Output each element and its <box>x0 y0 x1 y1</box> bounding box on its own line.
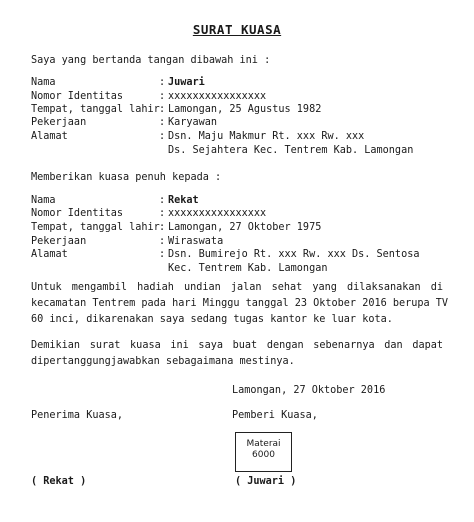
receiver-signature-name: ( Rekat ) <box>31 476 87 487</box>
colon: : <box>159 208 166 219</box>
grantor-name-value: Juwari <box>168 77 205 88</box>
intro-text: Saya yang bertanda tangan dibawah ini : <box>31 55 271 66</box>
place-date: Lamongan, 27 Oktober 2016 <box>232 385 386 396</box>
colon: : <box>159 131 166 142</box>
grantee-name-value: Rekat <box>168 195 199 206</box>
grantee-address-line1: Dsn. Bumirejo Rt. xxx Rw. xxx Ds. Sentosa <box>168 249 420 260</box>
grantee-job-label: Pekerjaan <box>31 236 87 247</box>
colon: : <box>159 91 166 102</box>
receiver-label: Penerima Kuasa, <box>31 410 124 421</box>
closing-line-2: dipertanggungjawabkan sebagaimana mestinya. <box>31 356 295 367</box>
duty-stamp-box <box>235 432 292 472</box>
stamp-line-2: 6000 <box>252 450 275 460</box>
purpose-line-1: Untuk mengambil hadiah undian jalan sehat yang dilaksanakan di <box>31 282 443 293</box>
grantee-address-label: Alamat <box>31 249 68 260</box>
grantee-job-value: Wiraswata <box>168 236 224 247</box>
grantor-address-line2: Ds. Sejahtera Kec. Tentrem Kab. Lamongan <box>168 145 414 156</box>
colon: : <box>159 195 166 206</box>
stamp-line-1: Materai <box>246 439 281 449</box>
grantee-birth-label: Tempat, tanggal lahir <box>31 222 160 233</box>
giver-label: Pemberi Kuasa, <box>232 410 318 421</box>
grantor-birth-value: Lamongan, 25 Agustus 1982 <box>168 104 322 115</box>
giver-signature-name: ( Juwari ) <box>235 476 297 487</box>
colon: : <box>159 222 166 233</box>
colon: : <box>159 117 166 128</box>
grantee-id-value: xxxxxxxxxxxxxxxx <box>168 208 267 219</box>
purpose-line-2: kecamatan Tentrem pada hari Minggu tanggal 23 Oktober 2016 berupa TV <box>31 298 449 309</box>
colon: : <box>159 236 166 247</box>
document-title: SURAT KUASA <box>192 22 282 37</box>
grantee-name-label: Nama <box>31 195 56 206</box>
purpose-line-3: 60 inci, dikarenakan saya sedang tugas kantor ke luar kota. <box>31 314 393 325</box>
grantor-job-value: Karyawan <box>168 117 218 128</box>
grantor-address-label: Alamat <box>31 131 68 142</box>
colon: : <box>159 77 166 88</box>
grantor-id-value: xxxxxxxxxxxxxxxx <box>168 91 267 102</box>
grantor-birth-label: Tempat, tanggal lahir <box>31 104 160 115</box>
grantor-address-line1: Dsn. Maju Makmur Rt. xxx Rw. xxx <box>168 131 365 142</box>
grantee-birth-value: Lamongan, 27 Oktober 1975 <box>168 222 322 233</box>
grantee-address-line2: Kec. Tentrem Kab. Lamongan <box>168 263 328 274</box>
grant-intro-text: Memberikan kuasa penuh kepada : <box>31 172 222 183</box>
colon: : <box>159 104 166 115</box>
grantor-name-label: Nama <box>31 77 56 88</box>
grantee-id-label: Nomor Identitas <box>31 208 124 219</box>
grantor-id-label: Nomor Identitas <box>31 91 124 102</box>
grantor-job-label: Pekerjaan <box>31 117 87 128</box>
colon: : <box>159 249 166 260</box>
closing-line-1: Demikian surat kuasa ini saya buat dengan sebenarnya dan dapat <box>31 340 443 351</box>
